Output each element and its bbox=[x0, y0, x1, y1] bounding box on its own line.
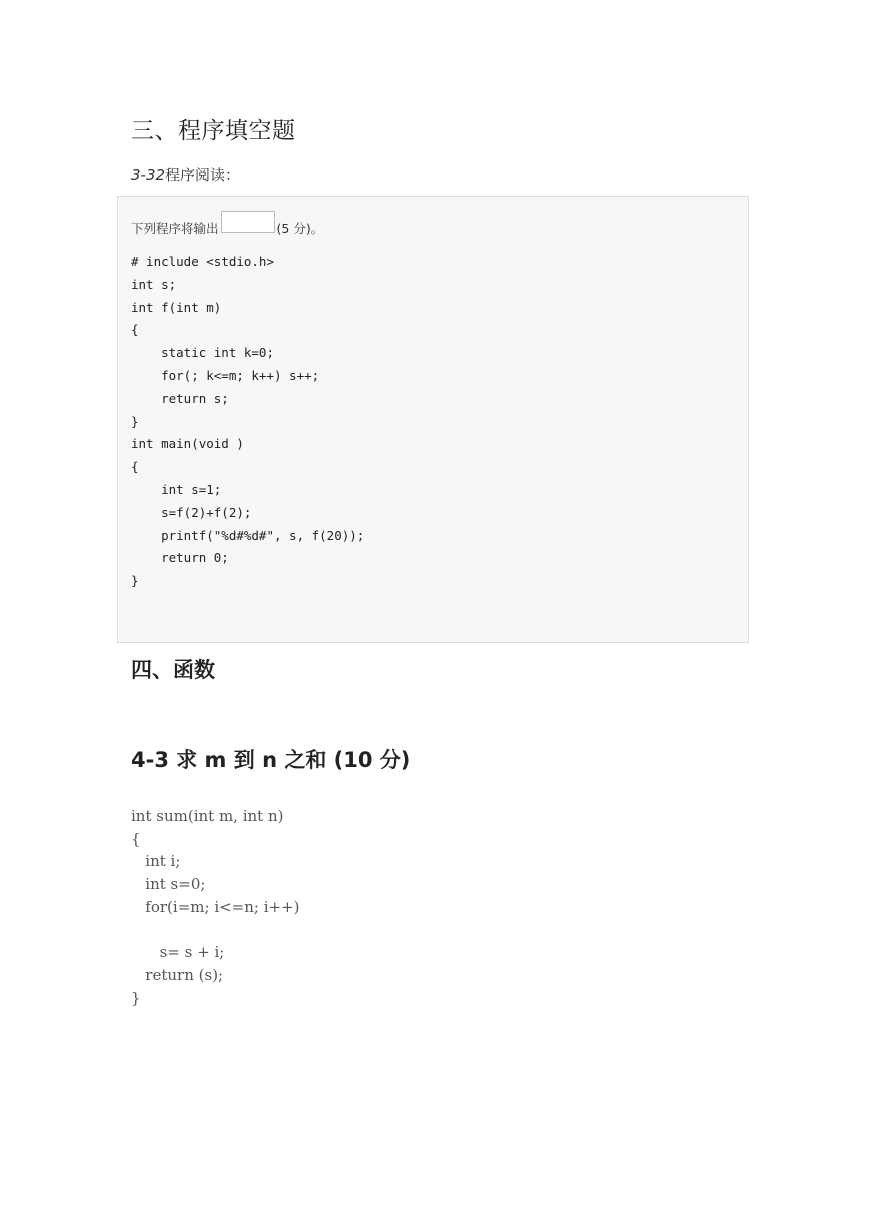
code-line: int f(int m) bbox=[131, 299, 222, 315]
code-line: # include <stdio.h> bbox=[131, 254, 274, 269]
answer-code-line: s= s + i; bbox=[131, 943, 225, 962]
prompt-line bbox=[131, 211, 323, 237]
code-line: } bbox=[131, 573, 139, 589]
code-line: int s; bbox=[131, 276, 177, 292]
question-label-text: 程序阅读： bbox=[165, 166, 241, 184]
answer-code bbox=[131, 805, 300, 1009]
code-line: { bbox=[131, 459, 139, 475]
code-line: for(; k<=m; k++) s++; bbox=[131, 367, 320, 383]
code-line: printf("%d#%d#", s, f(20)); bbox=[131, 527, 365, 543]
code-line: return 0; bbox=[131, 550, 229, 566]
question-label bbox=[131, 164, 240, 185]
answer-blank-input[interactable] bbox=[221, 211, 275, 233]
prompt-text: 下列程序将输出 bbox=[131, 221, 219, 236]
code-line: } bbox=[131, 413, 139, 429]
problem-title: 4-3 求 m 到 n 之和 (10 分) bbox=[131, 748, 411, 772]
code-line: static int k=0; bbox=[131, 345, 274, 361]
answer-code-line: { bbox=[131, 829, 141, 848]
question-number: 3-32 bbox=[131, 166, 166, 184]
answer-code-line: int s=0; bbox=[131, 875, 206, 894]
answer-code-line bbox=[131, 918, 300, 941]
code-line: { bbox=[131, 322, 139, 338]
answer-code-line: int sum(int m, int n) bbox=[131, 807, 284, 825]
answer-code-line: } bbox=[131, 988, 141, 1007]
answer-code-line: int i; bbox=[131, 852, 181, 871]
code-line: int s=1; bbox=[131, 481, 222, 497]
section-title-functions: 四、函数 bbox=[131, 658, 215, 682]
code-line: s=f(2)+f(2); bbox=[131, 504, 252, 520]
question-panel bbox=[117, 196, 749, 643]
code-line: return s; bbox=[131, 390, 229, 406]
score-note: (5 分)。 bbox=[276, 221, 324, 236]
code-line: int main(void ) bbox=[131, 436, 244, 452]
program-code bbox=[131, 251, 364, 593]
answer-code-line: for(i=m; i<=n; i++) bbox=[131, 897, 300, 916]
section-title-fill-in: 三、程序填空题 bbox=[131, 118, 296, 144]
answer-code-line: return (s); bbox=[131, 965, 224, 984]
